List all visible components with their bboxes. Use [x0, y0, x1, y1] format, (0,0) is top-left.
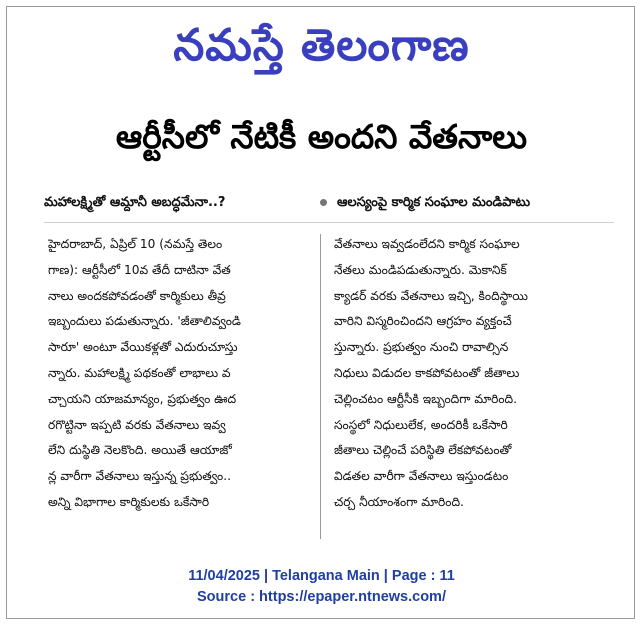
article-line: సంస్థలో నిధులులేక, అందరికీ ఒకేసారి [334, 417, 508, 432]
article-line: వేతనాలు ఇవ్వడంలేదని కార్మిక సంఘాల [334, 237, 520, 251]
article-line: నిధులు విడుదల కాకపోవటంతో జీతాలు [334, 365, 520, 380]
masthead-logo: నమస్తే తెలంగాణ [173, 20, 470, 71]
article-line: సారూ' అంటూ వేయికళ్లతో ఎదురుచూస్తు [48, 340, 238, 355]
footer-source-link[interactable]: Source : https://epaper.ntnews.com/ [197, 589, 446, 605]
subheading-right: ఆలస్యంపై కార్మిక సంఘాల మండిపాటు [337, 195, 531, 210]
article-line: అన్ని విభాగాల కార్మికులకు ఒకేసారి [48, 494, 210, 509]
article-line: నాలు అందకపోవడంతో కార్మికులు తీవ్ర [48, 288, 226, 303]
article-line: రగొట్టినా ఇప్పటి వరకు వేతనాలు ఇవ్వ [48, 417, 226, 432]
article-line: న్ల వారీగా వేతనాలు ఇస్తున్న ప్రభుత్వం.. [48, 469, 231, 484]
article-line: క్యాడర్ వరకు వేతనాలు ఇచ్చి, కిందిస్థాయి [334, 288, 528, 303]
subheading-left: మహాలక్ష్మితో ఆమ్దానీ అబద్ధమేనా..? [44, 195, 226, 210]
column-divider [320, 234, 321, 539]
subheadings [44, 190, 619, 216]
article-line: న్నారు. మహాలక్ష్మి పథకంతో లాభాలు వ [48, 365, 231, 380]
article-line: నేతలు మండిపడుతున్నారు. మెకానిక్ [334, 262, 507, 277]
article-line: చెల్లించటం ఆర్టీసీకి ఇబ్బందిగా మారింది. [334, 391, 518, 406]
source-footer [0, 566, 643, 608]
article-line: ఇబ్బందులు పడుతున్నారు. 'జీతాలివ్వండి [48, 314, 241, 329]
article-line: హైదరాబాద్, ఏప్రిల్ 10 (నమస్తే తెలం [48, 237, 223, 251]
article-column-right [334, 232, 604, 516]
article-line: జీతాలు చెల్లించే పరిస్థితి లేకపోవటంతో [334, 443, 512, 458]
article-line: లేని దుస్థితి నెలకొంది. అయితే ఆయాజో [48, 443, 232, 458]
article-line: చ్చాయని యాజమాన్యం, ప్రభుత్వం ఊద [48, 391, 237, 406]
article-line: చర్చ నీయాంశంగా మారింది. [334, 494, 464, 509]
article-column-left [48, 232, 318, 516]
divider [44, 222, 614, 223]
article-line: స్తున్నారు. ప్రభుత్వం నుంచి రావాల్సిన [334, 340, 509, 355]
masthead [0, 10, 643, 82]
article-line: గాణ): ఆర్టీసీలో 10వ తేదీ దాటినా వేత [48, 262, 231, 277]
headline: ఆర్టీసీలో నేటికీ అందని వేతనాలు [115, 117, 528, 156]
article-line: వారిని విస్మరించిందని ఆగ్రహం వ్యక్తంచే [334, 314, 512, 329]
footer-date-page: 11/04/2025 | Telangana Main | Page : 11 [188, 568, 455, 584]
bullet-dot-icon [320, 199, 327, 206]
article-line: విడతల వారీగా వేతనాలు ఇస్తుండటం [334, 469, 509, 484]
